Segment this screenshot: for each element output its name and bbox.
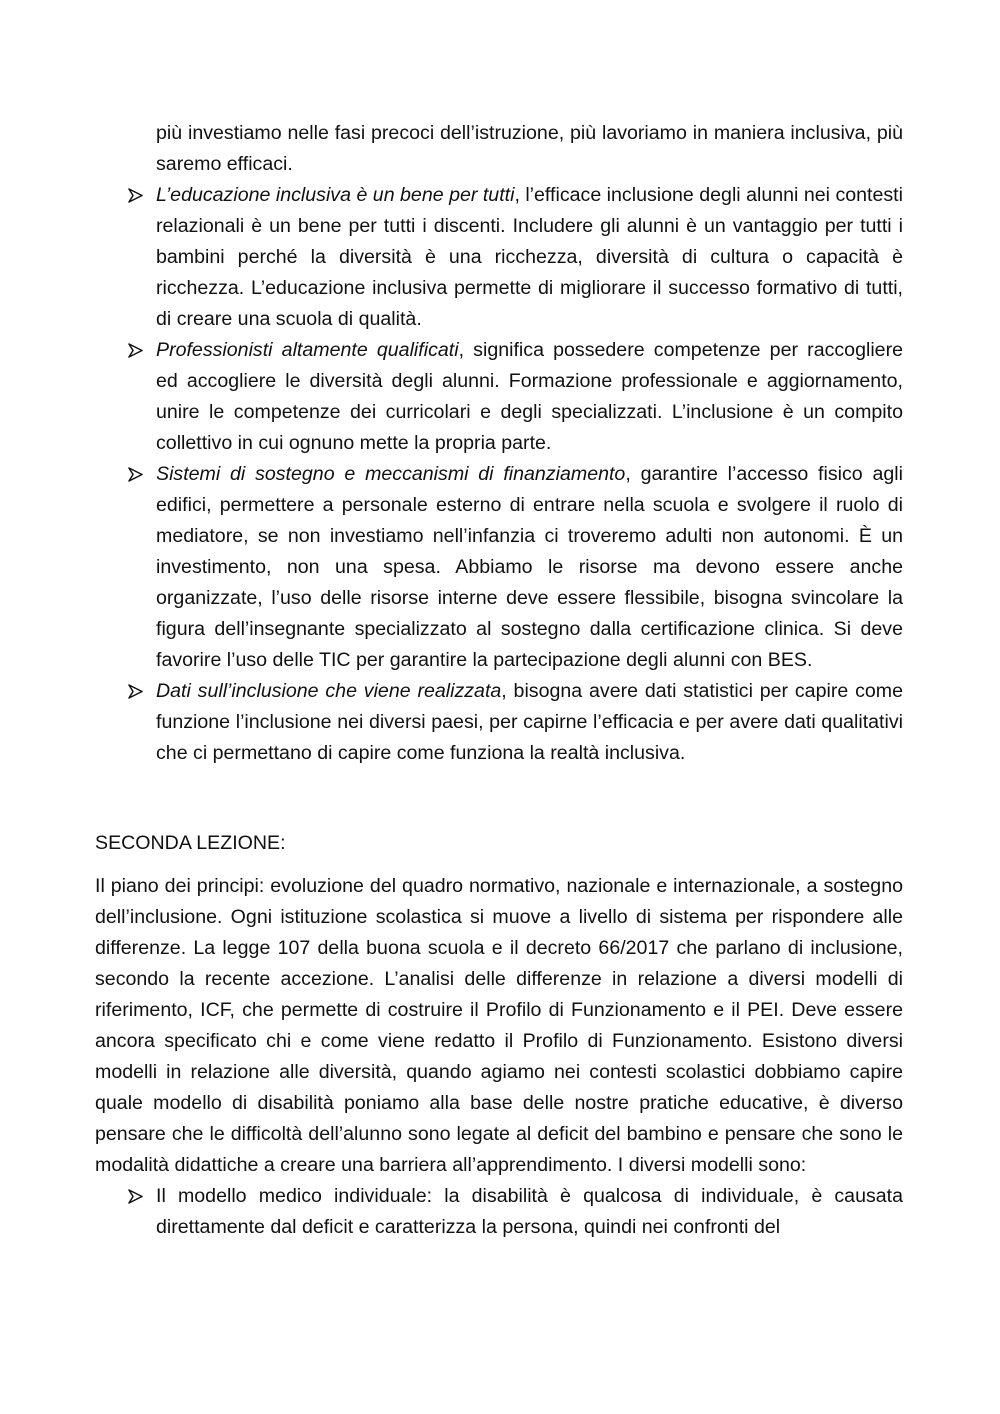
principles-list bbox=[95, 180, 903, 769]
arrowhead-bullet-icon bbox=[128, 335, 144, 366]
list-item-lead: Dati sull’inclusione che viene realizzata bbox=[156, 680, 502, 702]
list-item-lead: L’educazione inclusiva è un bene per tutti bbox=[156, 184, 515, 206]
list-item bbox=[95, 180, 903, 335]
list-item bbox=[95, 335, 903, 459]
list-item bbox=[95, 676, 903, 769]
arrowhead-bullet-icon bbox=[128, 1181, 144, 1212]
intro-continuation: più investiamo nelle fasi precoci dell’istruzione, più lavoriamo in maniera inclusiva, più saremo efficaci. bbox=[156, 122, 903, 175]
arrowhead-bullet-icon bbox=[128, 676, 144, 707]
list-item bbox=[95, 459, 903, 676]
body-paragraph: Il piano dei principi: evoluzione del quadro normativo, nazionale e internazionale, a sostegno dell’inclusione. Ogni istituzione scolastica si muove a livello di sistema per rispondere alle differenze. La legge 107 della buona scuola e il decreto 66/2017 che parlano di inclusione, secondo la recente accezione. L’analisi delle differenze in relazione a diversi modelli di riferimento, ICF, che permette di costruire il Profilo di Funzionamento e il PEI. Deve essere ancora specificato chi e come viene redatto il Profilo di Funzionamento. Esistono diversi modelli in relazione alle diversità, quando agiamo nei contesti scolastici dobbiamo capire quale modello di disabilità poniamo alla base delle nostre pratiche educative, è diverso pensare che le difficoltà dell’alunno sono legate al deficit del bambino e pensare che sono le modalità didattiche a creare una barriera all’apprendimento. I diversi modelli sono: bbox=[95, 875, 903, 1176]
models-list bbox=[95, 1181, 903, 1243]
list-item-text: , l’efficace inclusione degli alunni nei contesti relazionali è un bene per tutti i discenti. Includere gli alunni è un vantaggio per tutti i bambini perché la diversità è una ricchezza, diversità di cultura o capacità è ricchezza. L’educazione inclusiva permette di migliorare il successo formativo di tutti, di creare una scuola di qualità. bbox=[156, 184, 903, 330]
list-item-text: , garantire l’accesso fisico agli edifici, permettere a personale esterno di entrare nella scuola e svolgere il ruolo di mediatore, se non investiamo nell’infanzia ci troveremo adulti non autonomi. È un investimento, non una spesa. Abbiamo le risorse ma devono essere anche organizzate, l’uso delle risorse interne deve essere flessibile, bisogna svincolare la figura dell’insegnante specializzato al sostegno dalla certificazione clinica. Si deve favorire l’uso delle TIC per garantire la partecipazione degli alunni con BES. bbox=[156, 463, 903, 671]
document-body bbox=[95, 118, 903, 1243]
section-heading: SECONDA LEZIONE: bbox=[95, 832, 286, 854]
arrowhead-bullet-icon bbox=[128, 180, 144, 211]
list-item-text: , bisogna avere dati statistici per capire come funzione l’inclusione nei diversi paesi, per capirne l’efficacia e per avere dati qualitativi che ci permettano di capire come funziona la realtà inclusiva. bbox=[156, 680, 903, 764]
list-item-text: Il modello medico individuale: la disabilità è qualcosa di individuale, è causata direttamente dal deficit e caratterizza la persona, quindi nei confronti del bbox=[156, 1185, 903, 1238]
arrowhead-bullet-icon bbox=[128, 459, 144, 490]
list-item-lead: Professionisti altamente qualificati bbox=[156, 339, 459, 361]
list-item bbox=[95, 1181, 903, 1243]
list-item-lead: Sistemi di sostegno e meccanismi di finanziamento bbox=[156, 463, 626, 485]
list-item-text: , significa possedere competenze per raccogliere ed accogliere le diversità degli alunni. Formazione professionale e aggiornamento, unire le competenze dei curricolari e degli specializzati. L’inclusione è un compito collettivo in cui ognuno mette la propria parte. bbox=[156, 339, 903, 454]
